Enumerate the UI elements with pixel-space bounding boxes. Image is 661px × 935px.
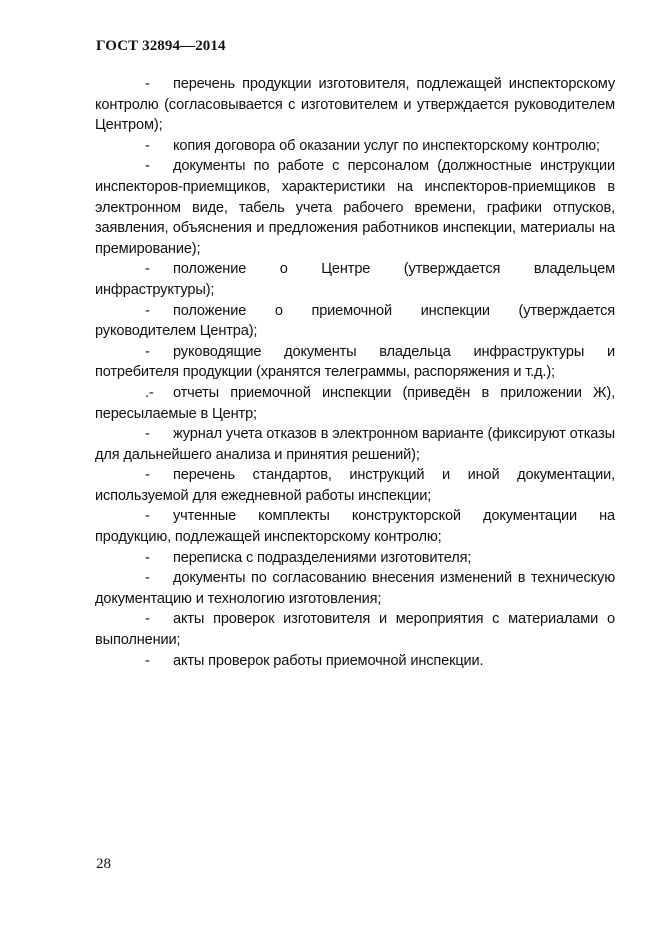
list-item xyxy=(95,383,615,424)
list-item-text: перечень стандартов, инструкций и иной документации, используемой для ежедневной работы инспекции; xyxy=(95,467,615,504)
list-item xyxy=(95,609,615,650)
list-item xyxy=(95,465,615,506)
page-number: 28 xyxy=(96,856,111,872)
list-item-text: акты проверок работы приемочной инспекции. xyxy=(173,652,484,669)
list-item xyxy=(95,259,615,300)
list-marker: - xyxy=(145,261,150,278)
list-marker: - xyxy=(145,549,150,566)
list-item-text: документы по согласованию внесения изменений в техническую документацию и технологию изготовления; xyxy=(95,570,615,607)
list-item-text: отчеты приемочной инспекции (приведён в приложении Ж), пересылаемые в Центр; xyxy=(95,384,615,422)
list-marker: - xyxy=(145,570,150,587)
list-item xyxy=(95,342,615,383)
list-item-text: руководящие документы владельца инфраструктуры и потребителя продукции (хранятся телеграммы, распоряжения и т.д.); xyxy=(95,343,615,381)
list-item-text: документы по работе с персоналом (должностные инструкции инспекторов-приемщиков, характеристики на инспекторов-приемщиков в электронном виде, табель учета рабочего времени, графики отпусков, заявления, объяснения и предложения работников инспекции, материалы на премирование); xyxy=(95,158,615,257)
list-item xyxy=(95,568,615,609)
list-marker: - xyxy=(145,137,150,154)
list-marker: - xyxy=(145,158,150,175)
list-item-text: учтенные комплекты конструкторской документации на продукцию, подлежащей инспекторскому контролю; xyxy=(95,508,615,546)
list-item xyxy=(95,506,615,547)
list-marker: - xyxy=(145,652,150,669)
list-item xyxy=(95,74,615,136)
list-item-text: положение о приемочной инспекции (утверждается руководителем Центра); xyxy=(95,302,615,340)
list-item xyxy=(95,651,615,672)
list-item-text: положение о Центре (утверждается владельцем инфраструктуры); xyxy=(95,261,615,298)
list-marker: - xyxy=(145,343,150,360)
list-marker: - xyxy=(145,508,150,525)
list-marker: - xyxy=(145,467,150,484)
list-item xyxy=(95,156,615,259)
list-marker: - xyxy=(145,426,150,443)
list-item-text: перечень продукции изготовителя, подлежащей инспекторскому контролю (согласовывается с изготовителем и утверждается руководителем Центром); xyxy=(95,76,615,134)
list-marker: - xyxy=(145,302,150,319)
document-header: ГОСТ 32894—2014 xyxy=(96,38,226,54)
list-item xyxy=(95,136,615,157)
list-item-text: акты проверок изготовителя и мероприятия с материалами о выполнении; xyxy=(95,611,615,649)
list-marker: - xyxy=(145,76,150,92)
document-body xyxy=(95,74,615,671)
list-marker: .- xyxy=(145,384,154,401)
list-marker: - xyxy=(145,611,150,628)
list-item xyxy=(95,548,615,569)
list-item xyxy=(95,301,615,342)
list-item-text: переписка с подразделениями изготовителя; xyxy=(173,549,472,566)
list-item-text: копия договора об оказании услуг по инспекторскому контролю; xyxy=(173,137,600,154)
list-item xyxy=(95,424,615,465)
list-item-text: журнал учета отказов в электронном варианте (фиксируют отказы для дальнейшего анализа и принятия решений); xyxy=(95,426,615,463)
